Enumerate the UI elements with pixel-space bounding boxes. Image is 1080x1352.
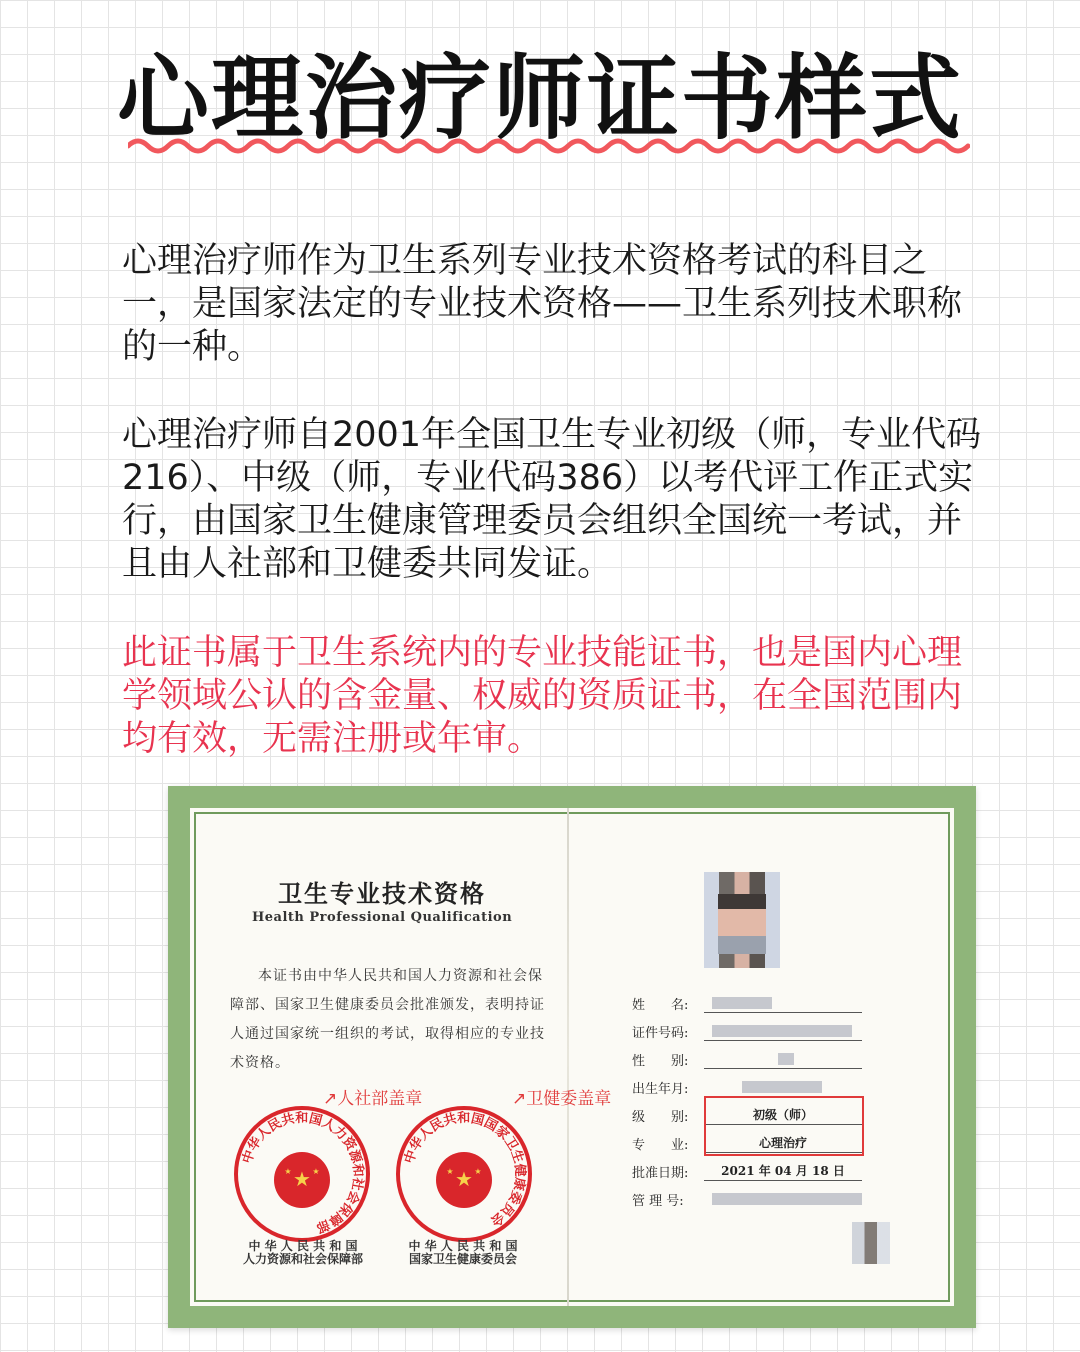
seal-right-ring-text: 中华人民共和国国家卫生健康委员会 (402, 1110, 528, 1229)
page-title: 心理治疗师证书样式 (116, 45, 963, 152)
annotation-mohrss-seal: ↗人社部盖章 (323, 1089, 423, 1109)
certificate-image (168, 786, 976, 1328)
seal-right-name: 中 华 人 民 共 和 国 国家卫生健康委员会 (408, 1239, 518, 1266)
svg-text:★: ★ (446, 1167, 454, 1176)
history-paragraph: 心理治疗师自2001年全国卫生专业初级（师，专业代码216）、中级（师，专业代码386）以考代评工作正式实行，由国家卫生健康管理委员会组织全国统一考试，并且由人社部和卫健委共同发证。 (122, 415, 982, 584)
svg-text:★: ★ (312, 1167, 320, 1176)
arrow-icon: ↗ (512, 1089, 527, 1109)
title-underline-wave (128, 134, 970, 158)
field-major: 专 业: 心理治疗 (632, 1132, 872, 1158)
redacted-value (778, 1053, 794, 1065)
seal-left-name: 中 华 人 民 共 和 国 人力资源和社会保障部 (242, 1239, 363, 1266)
redacted-value (712, 997, 772, 1009)
svg-text:★: ★ (455, 1167, 473, 1191)
arrow-icon: ↗ (323, 1089, 338, 1109)
redacted-value (712, 1025, 852, 1037)
field-manage-number: 管 理 号: (632, 1188, 872, 1214)
holder-photo-blurred (704, 872, 780, 968)
redacted-value (742, 1081, 822, 1093)
certificate-subtitle: Health Professional Qualification (252, 910, 513, 925)
field-gender: 性 别: (632, 1048, 872, 1074)
intro-paragraph: 心理治疗师作为卫生系列专业技术资格考试的科目之一，是国家法定的专业技术资格——卫生系列技术职称的一种。 (122, 241, 963, 367)
field-id: 证件号码: (632, 1020, 872, 1046)
seal-left-ring-text: 中华人民共和国人力资源和社会保障部 (240, 1110, 366, 1235)
redacted-stamp (852, 1222, 890, 1264)
mohrss-seal-icon (232, 1104, 372, 1244)
certificate-fold (567, 808, 569, 1306)
highlight-paragraph: 此证书属于卫生系统内的专业技能证书，也是国内心理学领域公认的含金量、权威的资质证书，在全国范围内均有效，无需注册或年审。 (122, 633, 963, 759)
certificate-title: 卫生专业技术资格 (278, 879, 486, 908)
nhc-seal-icon (394, 1104, 534, 1244)
field-name: 姓 名: (632, 992, 872, 1018)
redacted-value (712, 1193, 862, 1205)
field-level: 级 别: 初级（师） (632, 1104, 872, 1130)
svg-text:★: ★ (284, 1167, 292, 1176)
svg-text:★: ★ (293, 1167, 311, 1191)
field-birth: 出生年月: (632, 1076, 872, 1102)
svg-text:★: ★ (474, 1167, 482, 1176)
annotation-nhc-seal: ↗卫健委盖章 (512, 1089, 612, 1109)
level-major-highlight (704, 1096, 864, 1156)
certificate-body-text: 本证书由中华人民共和国人力资源和社会保障部、国家卫生健康委员会批准颁发，表明持证人通过国家统一组织的考试，取得相应的专业技术资格。 (230, 968, 545, 1071)
field-approval-date: 批准日期: 2021 年 04 月 18 日 (632, 1160, 872, 1186)
title-section (0, 40, 1080, 170)
